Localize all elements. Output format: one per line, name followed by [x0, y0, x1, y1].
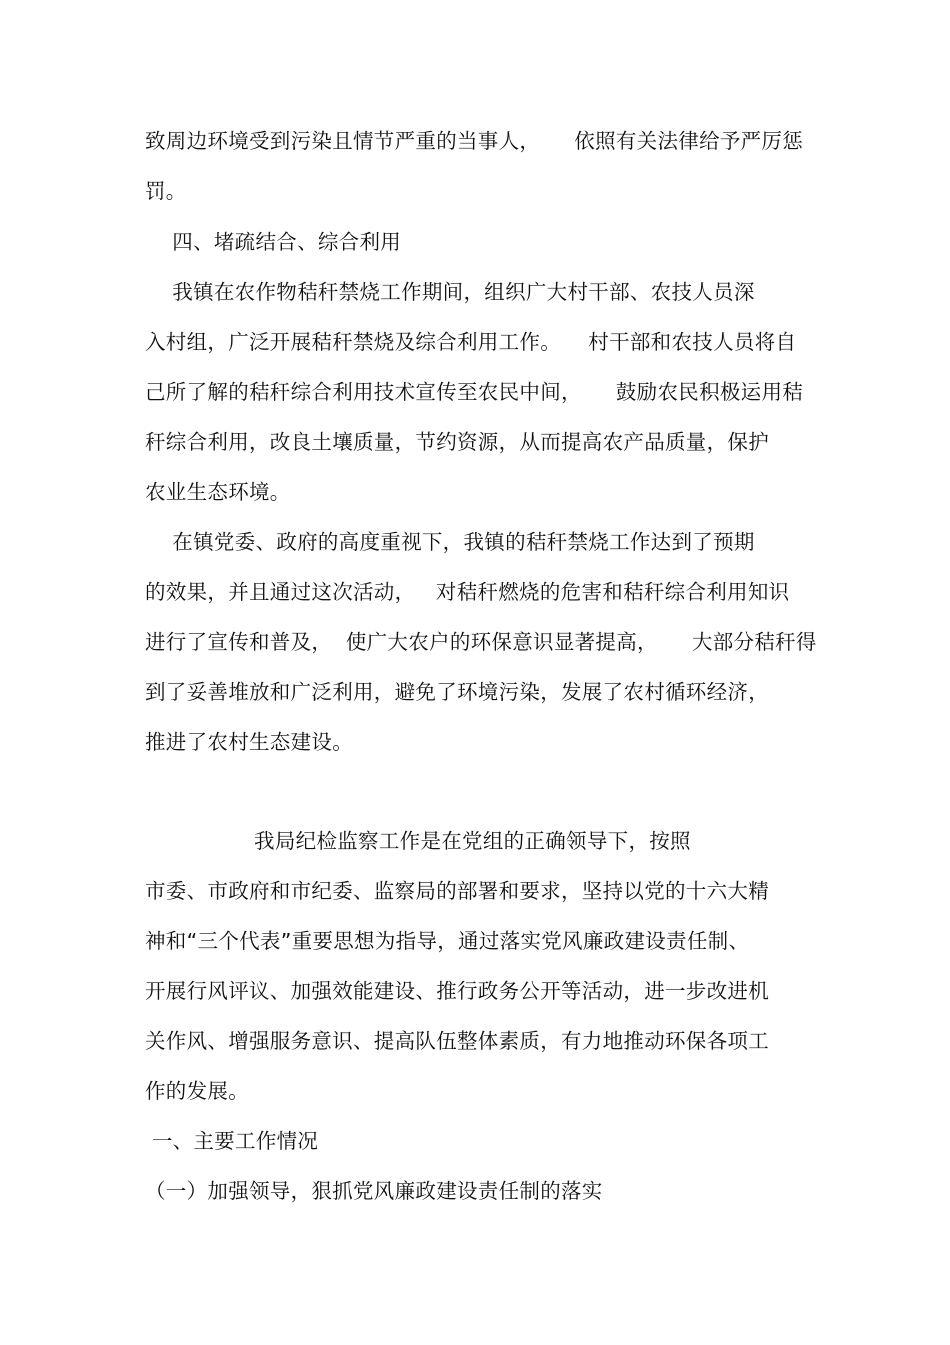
text-line: 推进了农村生态建设。: [145, 730, 353, 754]
section-heading: 一、主要工作情况: [145, 1129, 319, 1153]
text-line: 进行了宣传和普及， 使广大农户的环保意识显著提高， 大部分秸秆得: [145, 630, 817, 654]
text-line: 市委、市政府和市纪委、监察局的部署和要求，坚持以党的十六大精: [145, 879, 769, 903]
text-line: 的效果，并且通过这次活动， 对秸秆燃烧的危害和秸秆综合利用知识: [145, 580, 790, 604]
subsection-heading: （一）加强领导，狠抓党风廉政建设责任制的落实: [145, 1179, 603, 1203]
text-line: 我镇在农作物秸秆禁烧工作期间，组织广大村干部、农技人员深: [145, 280, 755, 304]
text-line: 作的发展。: [145, 1079, 249, 1103]
text-line: 入村组，广泛开展秸秆禁烧及综合利用工作。 村干部和农技人员将自: [145, 330, 797, 354]
text-line: 到了妥善堆放和广泛利用，避免了环境污染，发展了农村循环经济，: [145, 680, 769, 704]
text-line: 农业生态环境。: [145, 480, 291, 504]
text-line: 神和“三个代表”重要思想为指导，通过落实党风廉政建设责任制、: [145, 929, 750, 953]
text-line: 在镇党委、政府的高度重视下，我镇的秸秆禁烧工作达到了预期: [145, 530, 755, 554]
text-line: 我局纪检监察工作是在党组的正确领导下，按照: [145, 829, 691, 853]
text-line: 罚。: [145, 179, 187, 203]
section-heading: 四、堵疏结合、综合利用: [145, 230, 402, 254]
text-line: 致周边环境受到污染且情节严重的当事人， 依照有关法律给予严厉惩: [145, 129, 804, 153]
text-line: 关作风、增强服务意识、提高队伍整体素质，有力地推动环保各项工: [145, 1029, 769, 1053]
text-line: 秆综合利用，改良土壤质量，节约资源，从而提高农产品质量，保护: [145, 430, 769, 454]
text-line: 开展行风评议、加强效能建设、推行政务公开等活动，进一步改进机: [145, 979, 769, 1003]
text-line: 己所了解的秸秆综合利用技术宣传至农民中间， 鼓励农民积极运用秸: [145, 380, 804, 404]
